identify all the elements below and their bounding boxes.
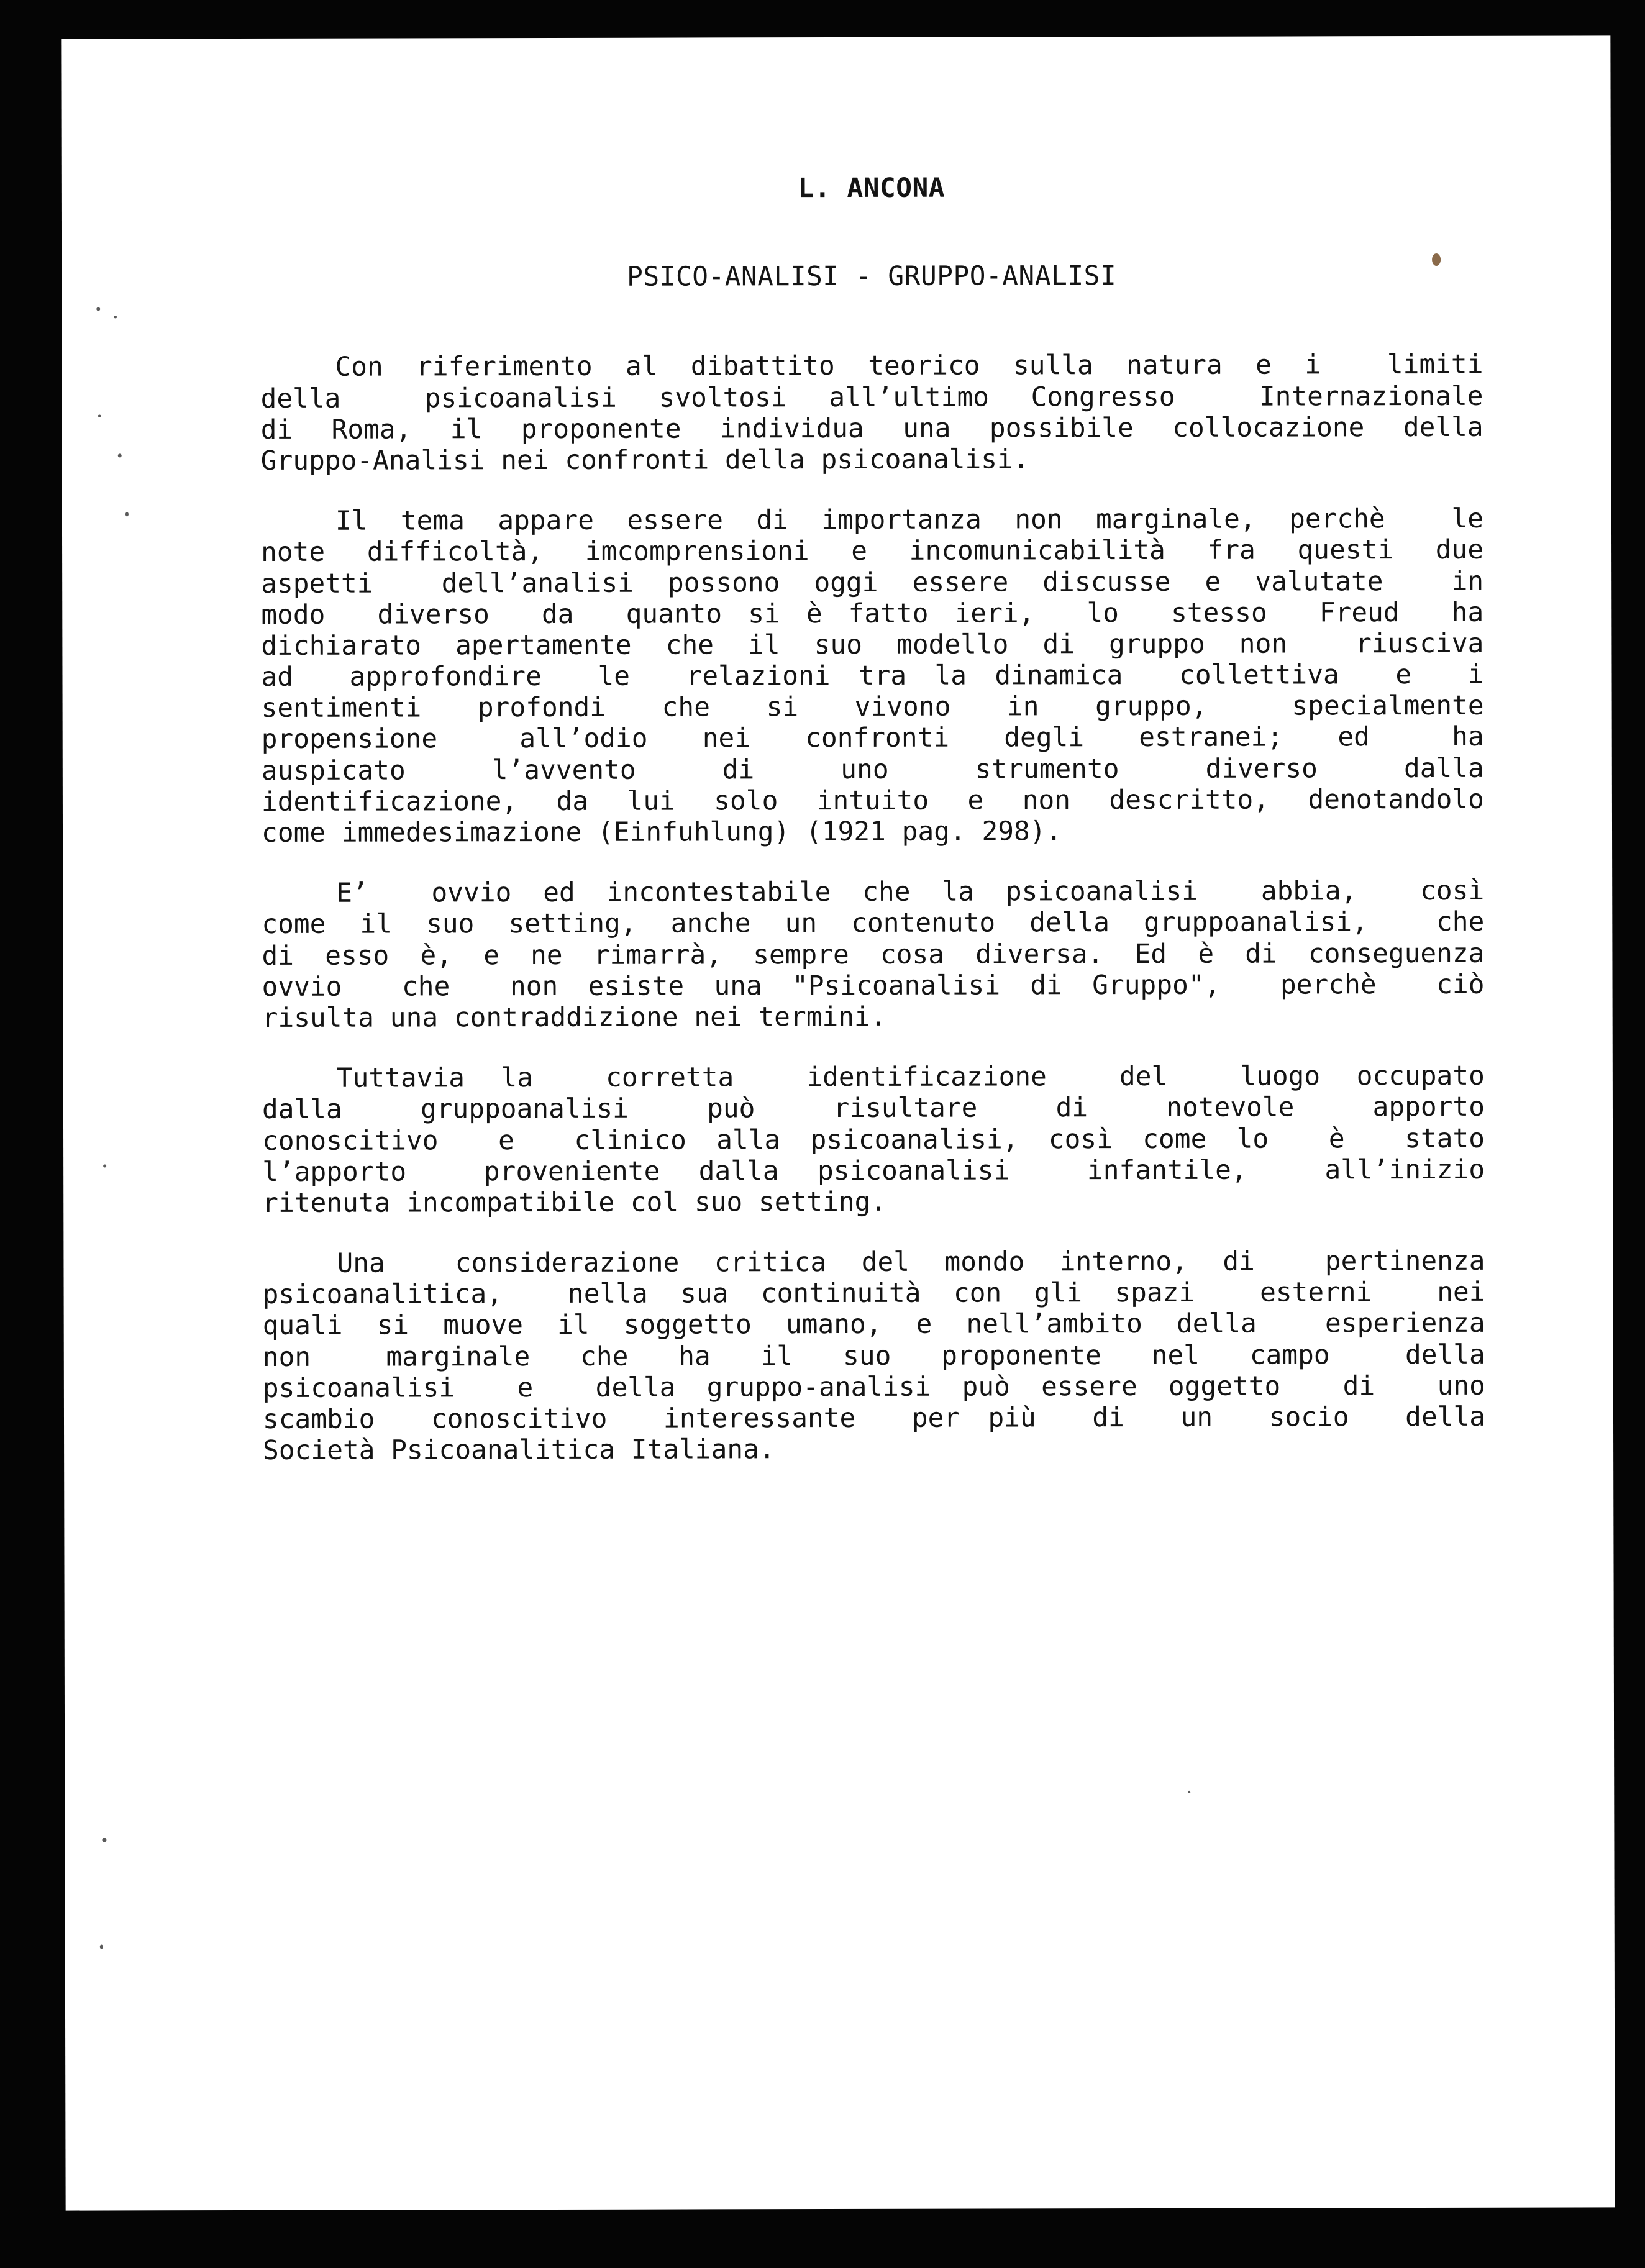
paper-speck <box>114 316 117 318</box>
text-line: quali si muove il soggetto umano, e nell’ambito della esperienza <box>262 1308 1485 1342</box>
paper-speck <box>98 414 101 417</box>
text-line: Il tema appare essere di importanza non marginale, perchè le <box>335 503 1484 537</box>
text-line: come il suo setting, anche un contenuto della gruppoanalisi, che <box>262 906 1485 940</box>
paper-speck <box>96 307 100 311</box>
text-line: della psicoanalisi svoltosi all’ultimo Congresso Internazionale <box>260 380 1483 414</box>
paper-sheet <box>61 35 1615 2210</box>
text-line: identificazione, da lui solo intuito e non descritto, denotandolo <box>261 783 1484 817</box>
text-line: ovvio che non esiste una "Psicoanalisi di Gruppo", perchè ciò <box>262 968 1485 1003</box>
text-line: Società Psicoanalitica Italiana. <box>263 1434 775 1467</box>
text-line: sentimenti profondi che si vivono in gruppo, specialmente <box>261 690 1484 724</box>
text-line: Tuttavia la corretta identificazione del luogo occupato <box>336 1060 1485 1094</box>
text-line: psicoanalisi e della gruppo-analisi può essere oggetto di uno <box>262 1370 1485 1404</box>
text-line: conoscitivo e clinico alla psicoanalisi, così come lo è stato <box>262 1123 1485 1157</box>
text-line: non marginale che ha il suo proponente nel campo della <box>262 1339 1485 1373</box>
text-line: di Roma, il proponente individua una possibile collocazione della <box>260 411 1483 445</box>
text-line: modo diverso da quanto si è fatto ieri, lo stesso Freud ha <box>261 596 1484 631</box>
paper-speck <box>125 512 129 516</box>
author-heading: L. ANCONA <box>798 172 946 204</box>
paragraph-3 <box>262 875 1485 1034</box>
paragraph-1 <box>260 349 1483 476</box>
text-line: auspicato l’avvento di uno strumento diverso dalla <box>261 752 1484 786</box>
document-title: PSICO-ANALISI - GRUPPO-ANALISI <box>627 260 1117 293</box>
paragraph-2 <box>261 503 1484 849</box>
text-line: dalla gruppoanalisi può risultare di notevole apporto <box>262 1091 1485 1126</box>
text-line: di esso è, e ne rimarrà, sempre cosa diversa. Ed è di conseguenza <box>262 937 1485 972</box>
paper-speck <box>100 1944 103 1949</box>
text-line: note difficoltà, imcomprensioni e incomunicabilità fra questi due <box>261 534 1484 568</box>
text-line: ad approfondire le relazioni tra la dinamica collettiva e i <box>261 658 1484 693</box>
paper-speck <box>102 1838 106 1842</box>
paragraph-4 <box>262 1060 1485 1219</box>
paper-speck <box>1188 1791 1190 1793</box>
text-line: Con riferimento al dibattito teorico sulla natura e i limiti <box>335 349 1483 383</box>
text-line: come immedesimazione (Einfuhlung) (1921 pag. 298). <box>261 816 1062 849</box>
text-line: l’apporto proveniente dalla psicoanalisi infantile, all’inizio <box>262 1154 1485 1188</box>
text-line: Una considerazione critica del mondo interno, di pertinenza <box>337 1245 1485 1279</box>
text-line: aspetti dell’analisi possono oggi essere discusse e valutate in <box>261 565 1484 599</box>
text-line: risulta una contraddizione nei termini. <box>262 1001 886 1034</box>
paper-speck <box>103 1164 106 1167</box>
text-line: ritenuta incompatibile col suo setting. <box>262 1186 887 1219</box>
paragraph-5 <box>262 1246 1485 1466</box>
text-line: psicoanalitica, nella sua continuità con gli spazi esterni nei <box>262 1277 1485 1311</box>
paper-speck <box>118 453 122 457</box>
text-line: E’ ovvio ed incontestabile che la psicoanalisi abbia, così <box>336 875 1485 909</box>
text-line: propensione all’odio nei confronti degli estranei; ed ha <box>261 721 1484 755</box>
text-line: dichiarato apertamente che il suo modello di gruppo non riusciva <box>261 627 1484 662</box>
text-line: scambio conoscitivo interessante per più di un socio della <box>262 1401 1486 1435</box>
text-line: Gruppo-Analisi nei confronti della psicoanalisi. <box>260 444 1029 476</box>
document-body <box>260 171 1485 1496</box>
